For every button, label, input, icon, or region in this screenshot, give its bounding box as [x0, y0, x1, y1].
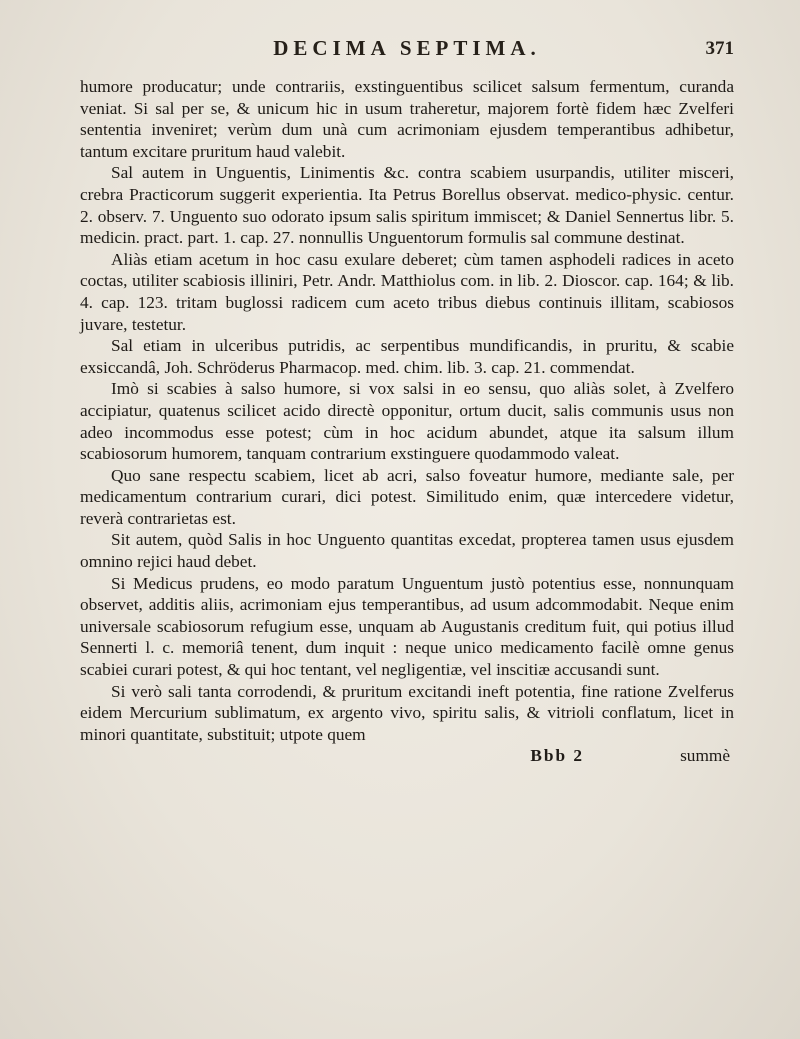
paragraph: Imò si scabies à salso humore, si vox salsi in eo sensu, quo aliàs solet, à Zvelfero accipiatur, quatenus scilicet acido directè opponitur, ortum ducit, salis communis usus non adeo incommodus esse potest; cùm in hoc acidum abundet, atque ita salsum illum scabiosorum humorem, tanquam contrarium exstinguere quodammodo valeat.: [80, 379, 734, 464]
signature-mark: Bbb 2: [530, 746, 585, 766]
running-head: DECIMA SEPTIMA.: [273, 36, 541, 60]
paragraph: Aliàs etiam acetum in hoc casu exulare deberet; cùm tamen asphodeli radices in aceto coctas, utiliter scabiosis illiniri, Petr. Andr. Matthiolus com. in lib. 2. Dioscor. cap. 164; & lib. 4. cap. 123. tritam buglossi radicem cum aceto tribus diebus continuis illitam, scabiosos juvare, testetur.: [80, 249, 734, 334]
catchword: summè: [680, 746, 730, 766]
page-header: [80, 36, 734, 70]
paragraph: Si Medicus prudens, eo modo paratum Unguentum justò potentius esse, nonnunquam observet, additis aliis, acrimoniam ejus temperantibus, ad usum adcommodabit. Neque enim universale scabiosorum refugium esse, unquam ab Augustanis creditum fuit, qui potius illud Sennerti l. c. memoriâ tenent, dum inquit : neque unico medicamento facilè omne genus scabiei curari potest, & qui hoc tentant, vel negligentiæ, vel inscitiæ accusandi sunt.: [80, 573, 734, 680]
paragraph: humore producatur; unde contrariis, exstinguentibus scilicet salsum fermentum, curanda veniat. Si sal per se, & unicum hic in usum traheretur, majorem fortè fidem hæc Zvelferi sententia inveniret; verùm dum unà cum acrimoniam ejusdem temperantibus adhibetur, tantum excitare pruritum haud valebit.: [80, 77, 734, 161]
paragraph: Si verò sali tanta corrodendi, & pruritum excitandi ineft potentia, fine ratione Zvelferus eidem Mercurium sublimatum, ex argento vivo, spiritu salis, & vitrioli conflatum, licet in minori quantitate, substituit; utpote quem: [80, 681, 734, 744]
paragraph: Sal autem in Unguentis, Linimentis &c. contra scabiem usurpandis, utiliter misceri, crebra Practicorum suggerit experientia. Ita Petrus Borellus observat. medico-physic. centur. 2. observ. 7. Unguento suo odorato ipsum salis spiritum immiscet; & Daniel Sennertus libr. 5. medicin. pract. part. 1. cap. 27. nonnullis Unguentorum formulis sal commune destinat.: [80, 163, 734, 248]
page-number: 371: [705, 38, 734, 59]
paragraph: Quo sane respectu scabiem, licet ab acri, salso foveatur humore, mediante sale, per medicamentum contrarium curari, dici potest. Similitudo enim, quæ intercedere videtur, reverà contrarietas est.: [80, 465, 734, 528]
paragraph: Sal etiam in ulceribus putridis, ac serpentibus mundificandis, in pruritu, & scabie exsiccandâ, Joh. Schröderus Pharmacop. med. chim. lib. 3. cap. 21. commendat.: [80, 336, 734, 377]
page-footer: [80, 745, 734, 767]
paragraph: Sit autem, quòd Salis in hoc Unguento quantitas excedat, propterea tamen usus ejusdem omnino rejici haud debet.: [80, 530, 734, 572]
body-text: [80, 76, 734, 745]
